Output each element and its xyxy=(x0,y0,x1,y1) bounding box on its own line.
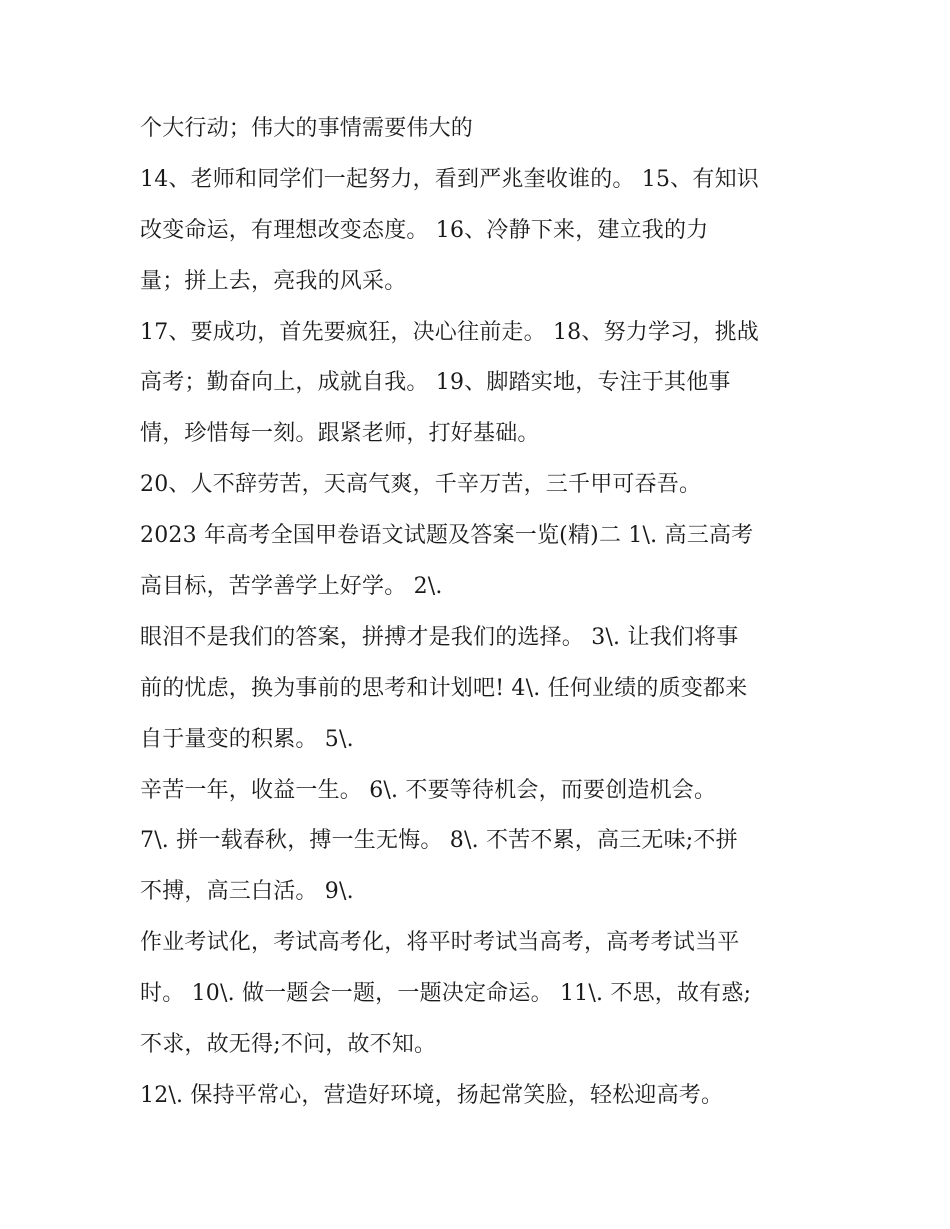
text-line: 7\. 拼一载春秋，搏一生无悔。 8\. 不苦不累，高三无味;不拼 xyxy=(140,828,738,854)
text-line: 作业考试化，考试高考化，将平时考试当高考，高考考试当平 xyxy=(140,930,740,956)
text-line: 不搏，高三白活。 9\. xyxy=(140,879,354,905)
text-line: 时。 10\. 做一题会一题，一题决定命运。 11\. 不思，故有惑; xyxy=(140,981,752,1007)
text-line: 眼泪不是我们的答案，拼搏才是我们的选择。 3\. 让我们将事 xyxy=(140,624,739,650)
text-line: 辛苦一年，收益一生。 6\. 不要等待机会，而要创造机会。 xyxy=(140,777,717,803)
text-line: 14、老师和同学们一起努力，看到严兆奎收谁的。 15、有知识 xyxy=(140,166,759,192)
document-body xyxy=(140,104,830,1122)
text-line: 情，珍惜每一刻。跟紧老师，打好基础。 xyxy=(140,421,540,447)
text-line: 12\. 保持平常心，营造好环境，扬起常笑脸，轻松迎高考。 xyxy=(140,1082,724,1108)
text-line: 自于量变的积累。 5\. xyxy=(140,726,354,752)
text-line: 高考；勤奋向上，成就自我。 19、脚踏实地，专注于其他事 xyxy=(140,370,731,396)
text-line: 个大行动；伟大的事情需要伟大的 xyxy=(140,116,474,141)
text-line: 17、要成功，首先要疯狂，决心往前走。 18、努力学习，挑战 xyxy=(140,319,759,345)
text-line: 前的忧虑，换为事前的思考和计划吧! 4\. 任何业绩的质变都来 xyxy=(140,675,748,701)
text-line: 20、人不辞劳苦，天高气爽，千辛万苦，三千甲可吞吾。 xyxy=(140,472,702,498)
text-line: 量；拼上去，亮我的风采。 xyxy=(140,268,407,294)
text-line: 不求，故无得;不问，故不知。 xyxy=(140,1032,437,1058)
text-line: 改变命运，有理想改变态度。 16、冷静下来，建立我的力 xyxy=(140,217,709,243)
text-line: 2023 年高考全国甲卷语文试题及答案一览(精)二 1\. 高三高考 xyxy=(140,523,754,549)
text-line: 高目标，苦学善学上好学。 2\. xyxy=(140,574,443,600)
